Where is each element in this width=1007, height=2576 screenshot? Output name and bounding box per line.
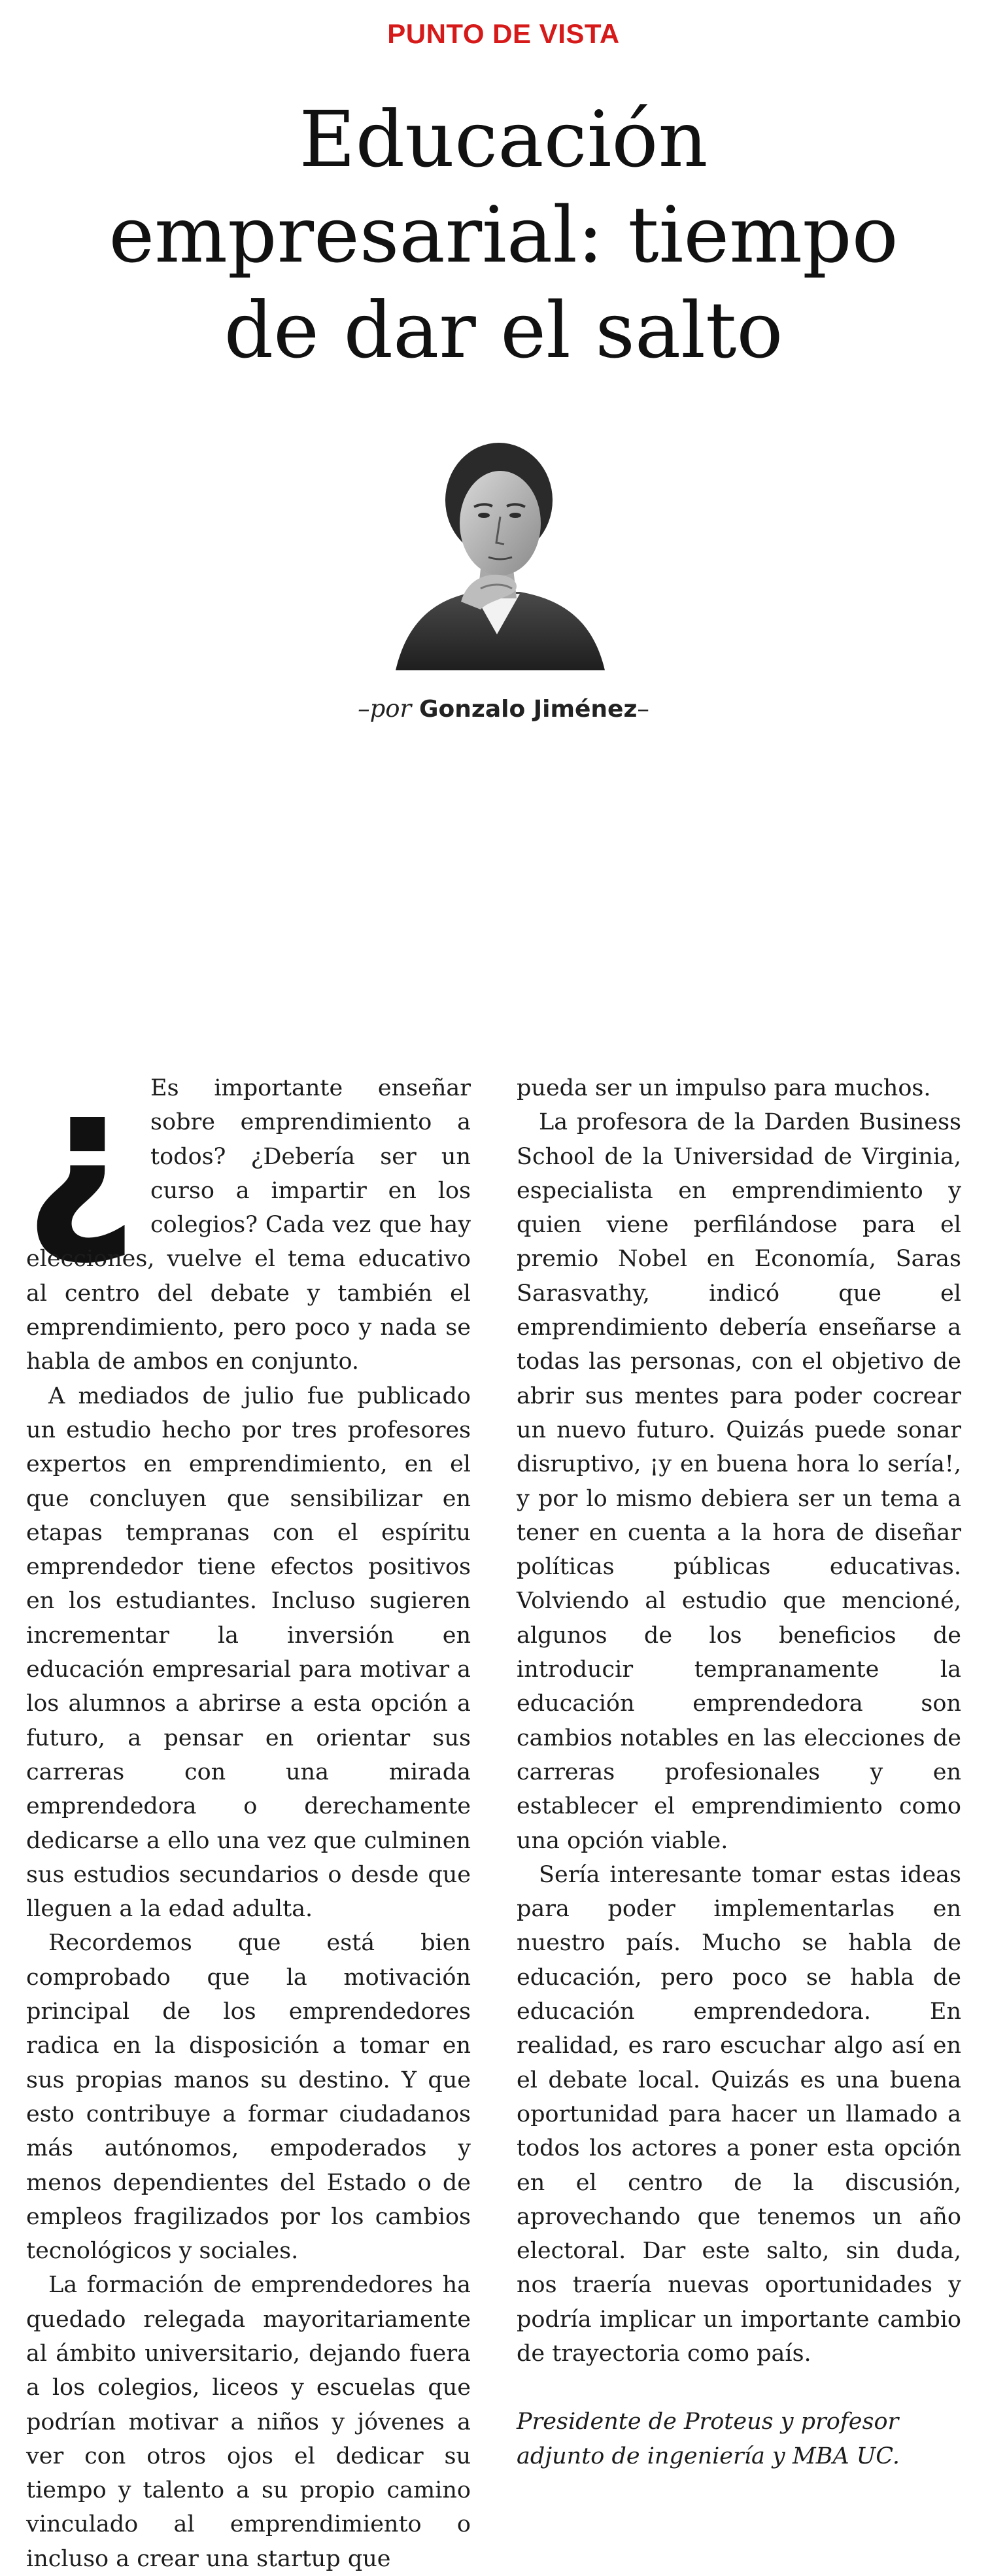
- headline-line-2: empresarial: tiempo: [109, 190, 898, 280]
- article-paragraph: Recordemos que está bien comprobado que la motivación principal de los emprendedores radica en la disposición a tomar en sus propias manos su destino. Y que esto contribuye a formar ciudadanos más autónomos, empoderados y menos dependientes del Estado o de empleos fragilizados por los cambios tecnológicos y sociales.: [26, 1930, 471, 2265]
- headline-line-1: Educación: [299, 94, 708, 184]
- author-name: Gonzalo Jiménez: [419, 696, 638, 723]
- headline-line-3: de dar el salto: [224, 285, 783, 375]
- author-signature: Presidente de Proteus y profesor adjunto de ingeniería y MBA UC.: [517, 2409, 900, 2469]
- article-paragraph: Sería interesante tomar estas ideas para poder implementarlas en nuestro país. Mucho se habla de educación, pero poco se habla de educación emprendedora. En realidad, es raro escuchar algo así en el debate local. Quizás es una buena oportunidad para hacer un llamado a todos los actores a poner esta opción en el centro de la discusión, aprovechando que tenemos un año electoral. Dar este salto, sin duda, nos traería nuevas oportunidades y podría implicar un importante cambio de trayectoria como país.: [517, 1861, 961, 2367]
- article-paragraph: La profesora de la Darden Business School de la Universidad de Virginia, especialista en emprendimiento y quien viene perfilándose para el premio Nobel en Economía, Saras Sarasvathy, indicó que el emprendimiento debería enseñarse a todas las personas, con el objetivo de abrir sus mentes para poder cocrear un nuevo futuro. Quizás puede sonar disruptivo, ¡y en buena hora lo sería!, y por lo mismo debiera ser un tema a tener en cuenta a la hora de diseñar políticas públicas educativas. Volviendo al estudio que mencioné, algunos de los beneficios de introducir tempranamente la educación emprendedora son cambios notables en las elecciones de carreras profesionales y en establecer el emprendimiento como una opción viable.: [517, 1109, 961, 1854]
- section-tag: PUNTO DE VISTA: [387, 18, 620, 49]
- headline: [39, 92, 968, 378]
- byline-prefix: –por: [358, 695, 419, 723]
- article-paragraph: La formación de emprendedores ha quedado relegada mayoritariamente al ámbito universitario, dejando fuera a los colegios, liceos y escuelas que podrían motivar a niños y jóvenes a ver con otros ojos el dedicar su tiempo y talento a su propio camino vinculado al emprendimiento o incluso a crear una startup que: [26, 2272, 471, 2572]
- author-portrait: [383, 438, 611, 670]
- article-column-left: [24, 1042, 471, 2576]
- byline-suffix: –: [637, 695, 649, 723]
- article-column-right: [517, 1071, 961, 2473]
- article-paragraph: pueda ser un impulso para muchos.: [517, 1075, 931, 1101]
- byline: [0, 695, 1007, 723]
- article-paragraph: ¿ Es importante enseñar sobre emprendimiento a todos? ¿Debería ser un curso a impartir en los colegios? Cada vez que hay elecciones, vuelve el tema educativo al centro del debate y también el emprendimiento, pero poco y nada se habla de ambos en conjunto.: [24, 1042, 471, 1375]
- article-paragraph: A mediados de julio fue publicado un estudio hecho por tres profesores expertos en emprendimiento, en el que concluyen que sensibilizar en etapas tempranas con el espíritu emprendedor tiene efectos positivos en los estudiantes. Incluso sugieren incrementar la inversión en educación empresarial para motivar a los alumnos a abrirse a esta opción a futuro, a pensar en orientar sus carreras con una mirada emprendedora o derechamente dedicarse a ello una vez que culminen sus estudios secundarios o desde que lleguen a la edad adulta.: [26, 1382, 471, 1923]
- drop-cap: ¿: [24, 1042, 138, 1271]
